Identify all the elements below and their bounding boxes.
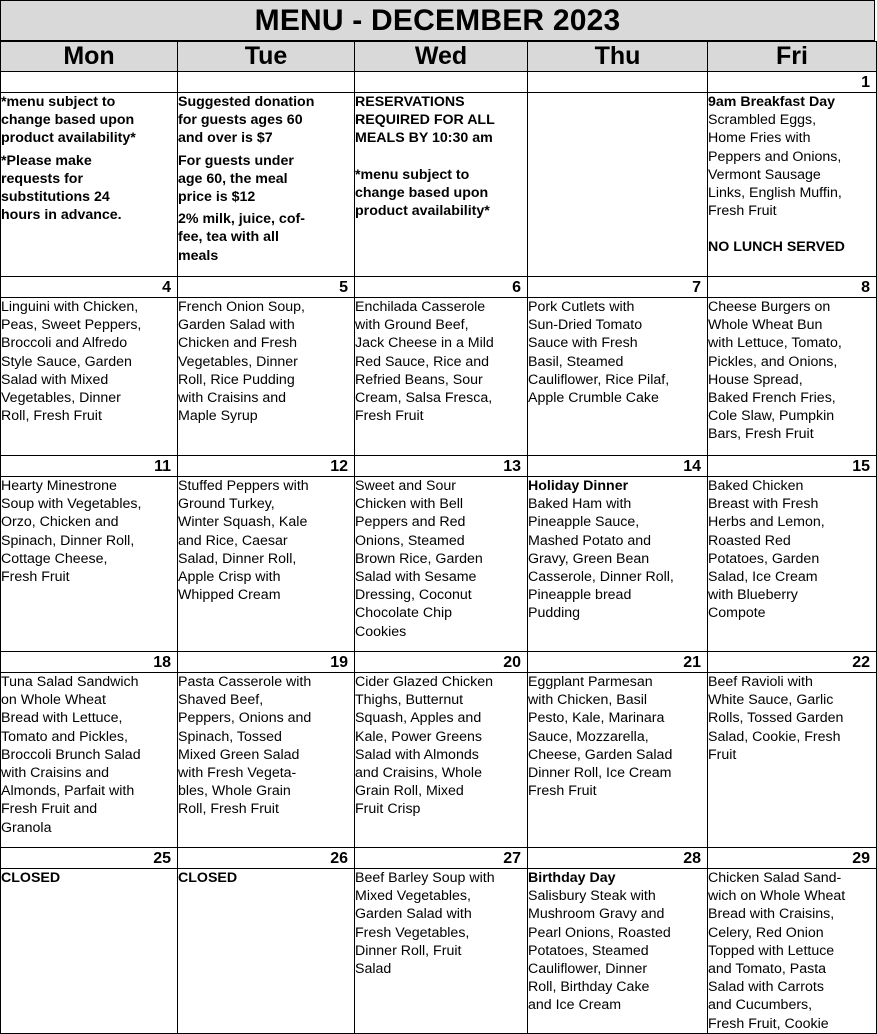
date-number-thu: 7 [528, 277, 708, 298]
notice-line: for guests ages 60 [178, 112, 303, 129]
menu-line: Granola [1, 819, 52, 836]
menu-line: Salad, Dinner Roll, [178, 550, 297, 567]
date-number-tue [178, 72, 355, 93]
menu-text [708, 477, 876, 623]
menu-line: with Craisins and [1, 765, 110, 782]
menu-line: Salad with Mixed [1, 371, 109, 388]
menu-line: Scrambled Eggs, [708, 112, 817, 129]
menu-line: with Craisins and [178, 390, 287, 407]
menu-line: bles, Whole Grain [178, 783, 291, 800]
menu-cell-mon [1, 93, 178, 277]
menu-line: Bars, Fresh Fruit [708, 426, 814, 443]
menu-line: Fruit Crisp [355, 801, 421, 818]
menu-line: Cole Slaw, Pumpkin [708, 408, 835, 425]
menu-cell-thu [528, 298, 708, 456]
date-number-fri: 29 [708, 848, 877, 869]
notice-line: change based upon [1, 112, 135, 129]
menu-line: Sweet and Sour [355, 478, 456, 494]
notice-line: substitutions 24 [1, 189, 110, 206]
menu-text [355, 298, 527, 425]
menu-line: Pearl Onions, Roasted [528, 924, 671, 941]
menu-line: Sauce with Fresh [528, 335, 638, 352]
date-number-wed: 13 [355, 456, 528, 477]
menu-line: Cheese, Garden Salad [528, 746, 673, 763]
menu-line: White Sauce, Garlic [708, 692, 834, 709]
menu-text [178, 869, 354, 887]
menu-cell-tue [178, 477, 355, 652]
date-number-mon: 11 [1, 456, 178, 477]
menu-line: Apple Crisp with [178, 569, 281, 586]
cell-heading: Birthday Day [528, 870, 616, 886]
notice-line: *menu subject to [1, 94, 116, 110]
menu-line: Mixed Green Salad [178, 746, 300, 763]
menu-cell-tue [178, 93, 355, 277]
weeks-body [1, 72, 877, 1034]
menu-line: Vermont Sausage [708, 166, 821, 183]
menu-line: Cauliflower, Dinner [528, 961, 648, 978]
menu-line: Salad [355, 961, 392, 978]
menu-cell-fri [708, 298, 877, 456]
menu-text [1, 93, 177, 224]
menu-line: Whipped Cream [178, 587, 281, 604]
day-header-fri: Fri [708, 42, 877, 72]
menu-line: Apple Crumble Cake [528, 390, 659, 407]
menu-line: Roll, Birthday Cake [528, 979, 650, 996]
date-number-tue: 19 [178, 652, 355, 673]
notice-line: requests for [1, 170, 83, 187]
menu-line: Basil, Steamed [528, 353, 624, 370]
menu-text [355, 93, 527, 220]
date-number-fri: 15 [708, 456, 877, 477]
menu-cell-mon [1, 477, 178, 652]
menu-cell-wed [355, 869, 528, 1034]
menu-text [708, 869, 876, 1033]
notice-line: RESERVATIONS [355, 94, 465, 110]
menu-text [178, 477, 354, 604]
date-number-thu: 14 [528, 456, 708, 477]
menu-line: Roasted Red [708, 532, 791, 549]
menu-line: Chocolate Chip [355, 605, 453, 622]
menu-line: Spinach, Tossed [178, 728, 282, 745]
menu-text [178, 298, 354, 425]
weekday-header-row [1, 42, 877, 72]
notice-line: *menu subject to [355, 166, 470, 183]
date-number-tue: 26 [178, 848, 355, 869]
date-number-fri: 1 [708, 72, 877, 93]
notice-line: age 60, the meal [178, 170, 288, 187]
menu-line: Peppers, Onions and [178, 710, 312, 727]
menu-line: and Craisins, Whole [355, 765, 482, 782]
date-number-row [1, 72, 877, 93]
menu-line: Almonds, Parfait with [1, 783, 135, 800]
menu-line: Thighs, Butternut [355, 692, 464, 709]
menu-cell-tue [178, 869, 355, 1034]
notice-line: For guests under [178, 152, 294, 169]
menu-line: Casserole, Dinner Roll, [528, 569, 674, 586]
menu-line: Salisbury Steak with [528, 888, 656, 905]
menu-line: Potatoes, Garden [708, 550, 820, 567]
cell-heading: CLOSED [1, 870, 61, 886]
menu-cell-fri [708, 869, 877, 1034]
menu-line: Refried Beans, Sour [355, 371, 483, 388]
date-number-fri: 8 [708, 277, 877, 298]
menu-line: Bread with Lettuce, [1, 710, 123, 727]
menu-content-row [1, 93, 877, 277]
menu-content-row [1, 869, 877, 1034]
menu-cell-fri [708, 673, 877, 848]
menu-line: Cookies [355, 623, 407, 640]
menu-text [355, 673, 527, 819]
menu-line: Mashed Potato and [528, 532, 652, 549]
menu-text [355, 869, 527, 978]
menu-line: with Fresh Vegeta- [178, 765, 297, 782]
menu-text [708, 673, 876, 764]
menu-line: Garden Salad with [178, 317, 295, 334]
menu-line: Beef Ravioli with [708, 674, 813, 690]
menu-line: Linguini with Chicken, [1, 299, 139, 315]
menu-line: Vegetables, Dinner [178, 353, 298, 370]
menu-line: Style Sauce, Garden [1, 353, 132, 370]
title-bar [0, 0, 875, 41]
menu-line: wich on Whole Wheat [708, 888, 846, 905]
date-number-tue: 5 [178, 277, 355, 298]
menu-line: Links, English Muffin, [708, 185, 842, 202]
menu-cell-thu [528, 673, 708, 848]
notice-line: and over is $7 [178, 130, 273, 147]
menu-cell-tue [178, 673, 355, 848]
menu-cell-tue [178, 298, 355, 456]
menu-text [1, 477, 177, 586]
menu-line: Breast with Fresh [708, 496, 819, 513]
date-number-thu [528, 72, 708, 93]
menu-line: Salad with Sesame [355, 569, 477, 586]
notice-line: fee, tea with all [178, 229, 279, 246]
date-number-thu: 28 [528, 848, 708, 869]
paragraph-gap [355, 148, 527, 166]
menu-text [528, 477, 707, 623]
menu-cell-wed [355, 477, 528, 652]
date-number-mon: 25 [1, 848, 178, 869]
date-number-mon: 4 [1, 277, 178, 298]
menu-text [528, 298, 707, 407]
menu-line: Orzo, Chicken and [1, 514, 119, 531]
menu-line: Tomato and Pickles, [1, 728, 128, 745]
menu-line: Brown Rice, Garden [355, 550, 483, 567]
menu-line: Potatoes, Steamed [528, 942, 649, 959]
menu-line: Baked Ham with [528, 496, 632, 513]
date-number-wed [355, 72, 528, 93]
notice-line: 2% milk, juice, cof- [178, 211, 305, 228]
menu-line: Broccoli and Alfredo [1, 335, 128, 352]
menu-line: Salad, Ice Cream [708, 569, 818, 586]
menu-line: Broccoli Brunch Salad [1, 746, 141, 763]
menu-line: Ground Turkey, [178, 496, 275, 513]
menu-line: Fresh Fruit [1, 569, 70, 586]
menu-line: and Ice Cream [528, 997, 622, 1014]
menu-line: Peppers and Red [355, 514, 466, 531]
menu-cell-thu [528, 869, 708, 1034]
menu-line: French Onion Soup, [178, 299, 305, 315]
menu-line: Home Fries with [708, 130, 811, 147]
menu-text [1, 298, 177, 425]
menu-text [708, 298, 876, 444]
menu-line: and Tomato, Pasta [708, 961, 827, 978]
paragraph-gap [708, 220, 876, 238]
date-number-thu: 21 [528, 652, 708, 673]
menu-line: Fresh Fruit [355, 408, 424, 425]
menu-cell-wed [355, 673, 528, 848]
menu-line: Herbs and Lemon, [708, 514, 825, 531]
date-number-wed: 20 [355, 652, 528, 673]
menu-line: Maple Syrup [178, 408, 258, 425]
menu-line: Pickles, and Onions, [708, 353, 838, 370]
date-number-row [1, 277, 877, 298]
notice-line: hours in advance. [1, 207, 122, 224]
menu-line: with Blueberry [708, 587, 798, 604]
date-number-mon: 18 [1, 652, 178, 673]
menu-line: Sun-Dried Tomato [528, 317, 643, 334]
menu-line: Dinner Roll, Ice Cream [528, 765, 672, 782]
date-number-fri: 22 [708, 652, 877, 673]
date-number-wed: 27 [355, 848, 528, 869]
menu-line: Chicken with Bell [355, 496, 464, 513]
menu-line: Roll, Rice Pudding [178, 371, 295, 388]
menu-cell-thu [528, 477, 708, 652]
date-number-row [1, 456, 877, 477]
cell-heading: 9am Breakfast Day [708, 94, 835, 110]
menu-line: Cottage Cheese, [1, 550, 108, 567]
menu-line: Topped with Lettuce [708, 942, 835, 959]
notice-line: product availability* [1, 130, 136, 147]
menu-cell-fri [708, 477, 877, 652]
menu-text [178, 673, 354, 819]
menu-cell-thu [528, 93, 708, 277]
menu-cell-fri [708, 93, 877, 277]
menu-line: Fresh Fruit [708, 203, 777, 220]
menu-line: Baked French Fries, [708, 390, 836, 407]
menu-line: Salad, Cookie, Fresh [708, 728, 841, 745]
menu-line: with Chicken, Basil [528, 692, 648, 709]
menu-line: Cream, Salsa Fresca, [355, 390, 493, 407]
menu-line: Grain Roll, Mixed [355, 783, 464, 800]
menu-line: Gravy, Green Bean [528, 550, 650, 567]
menu-line: Fruit [708, 746, 737, 763]
menu-line: Garden Salad with [355, 906, 472, 923]
day-header-wed: Wed [355, 42, 528, 72]
menu-cell-wed [355, 298, 528, 456]
menu-line: Pasta Casserole with [178, 674, 312, 690]
menu-line: Mixed Vegetables, [355, 888, 471, 905]
menu-text [528, 869, 707, 1015]
menu-line: Dinner Roll, Fruit [355, 942, 462, 959]
menu-line: Pudding [528, 605, 581, 622]
menu-line: with Lettuce, Tomato, [708, 335, 842, 352]
menu-text [355, 477, 527, 641]
menu-line: and Rice, Caesar [178, 532, 288, 549]
menu-line: Fresh Fruit and [1, 801, 98, 818]
menu-line: Pineapple Sauce, [528, 514, 640, 531]
day-header-thu: Thu [528, 42, 708, 72]
menu-line: Cider Glazed Chicken [355, 674, 493, 690]
date-number-tue: 12 [178, 456, 355, 477]
notice-line: price is $12 [178, 189, 256, 206]
day-header-mon: Mon [1, 42, 178, 72]
menu-line: Baked Chicken [708, 478, 804, 494]
menu-line: Fresh Vegetables, [355, 924, 470, 941]
notice-line: Suggested donation [178, 94, 315, 110]
cell-heading: CLOSED [178, 870, 238, 886]
menu-cell-wed [355, 93, 528, 277]
notice-line: meals [178, 247, 219, 264]
menu-line: Compote [708, 605, 766, 622]
menu-content-row [1, 477, 877, 652]
menu-line: Mushroom Gravy and [528, 906, 665, 923]
menu-line: Onions, Steamed [355, 532, 465, 549]
menu-line: Pesto, Kale, Marinara [528, 710, 665, 727]
menu-text [708, 93, 876, 257]
notice-line: MEALS BY 10:30 am [355, 130, 493, 147]
menu-line: Enchilada Casserole [355, 299, 486, 315]
date-number-wed: 6 [355, 277, 528, 298]
menu-line: with Ground Beef, [355, 317, 469, 334]
menu-content-row [1, 673, 877, 848]
menu-line: Kale, Power Greens [355, 728, 482, 745]
menu-line: Salad with Carrots [708, 979, 824, 996]
menu-line: Pineapple bread [528, 587, 632, 604]
menu-line: Jack Cheese in a Mild [355, 335, 494, 352]
menu-line: Peas, Sweet Peppers, [1, 317, 142, 334]
menu-text [1, 869, 177, 887]
menu-cell-mon [1, 298, 178, 456]
menu-line: Vegetables, Dinner [1, 390, 121, 407]
menu-line: on Whole Wheat [1, 692, 106, 709]
menu-line: Roll, Fresh Fruit [1, 408, 102, 425]
menu-line: Cauliflower, Rice Pilaf, [528, 371, 670, 388]
notice-line: change based upon [355, 184, 489, 201]
notice-line: REQUIRED FOR ALL [355, 112, 495, 129]
menu-line: Beef Barley Soup with [355, 870, 495, 886]
menu-line: Whole Wheat Bun [708, 317, 823, 334]
menu-line: Fresh Fruit, Cookie [708, 1015, 829, 1032]
menu-line: Squash, Apples and [355, 710, 482, 727]
menu-line: Peppers and Onions, [708, 148, 842, 165]
date-number-mon [1, 72, 178, 93]
menu-line: Winter Squash, Kale [178, 514, 308, 531]
menu-line: House Spread, [708, 371, 803, 388]
menu-line: Hearty Minestrone [1, 478, 117, 494]
date-number-row [1, 652, 877, 673]
menu-line: Stuffed Peppers with [178, 478, 309, 494]
menu-line: Roll, Fresh Fruit [178, 801, 279, 818]
menu-line: Chicken and Fresh [178, 335, 298, 352]
menu-line: Spinach, Dinner Roll, [1, 532, 135, 549]
menu-text [1, 673, 177, 837]
menu-line: Dressing, Coconut [355, 587, 472, 604]
menu-line: Salad with Almonds [355, 746, 479, 763]
menu-line: Bread with Craisins, [708, 906, 835, 923]
menu-line: Red Sauce, Rice and [355, 353, 490, 370]
menu-line: Pork Cutlets with [528, 299, 635, 315]
page-title: MENU - DECEMBER 2023 [254, 3, 621, 37]
date-number-row [1, 848, 877, 869]
menu-text [528, 673, 707, 800]
menu-line: Cheese Burgers on [708, 299, 831, 315]
menu-line: and Cucumbers, [708, 997, 813, 1014]
menu-content-row [1, 298, 877, 456]
menu-line: Rolls, Tossed Garden [708, 710, 844, 727]
menu-line: Shaved Beef, [178, 692, 264, 709]
cell-heading: Holiday Dinner [528, 478, 629, 494]
menu-line: Soup with Vegetables, [1, 496, 142, 513]
menu-line: Tuna Salad Sandwich [1, 674, 139, 690]
menu-line: Chicken Salad Sand- [708, 870, 842, 886]
cell-footer: NO LUNCH SERVED [708, 239, 845, 256]
menu-calendar [0, 41, 877, 1034]
menu-line: Sauce, Mozzarella, [528, 728, 649, 745]
menu-line: Celery, Red Onion [708, 924, 824, 941]
menu-line: Eggplant Parmesan [528, 674, 653, 690]
notice-line: *Please make [1, 152, 92, 169]
menu-text [178, 93, 354, 265]
menu-line: Fresh Fruit [528, 783, 597, 800]
menu-cell-mon [1, 869, 178, 1034]
notice-line: product availability* [355, 203, 490, 220]
day-header-tue: Tue [178, 42, 355, 72]
menu-cell-mon [1, 673, 178, 848]
